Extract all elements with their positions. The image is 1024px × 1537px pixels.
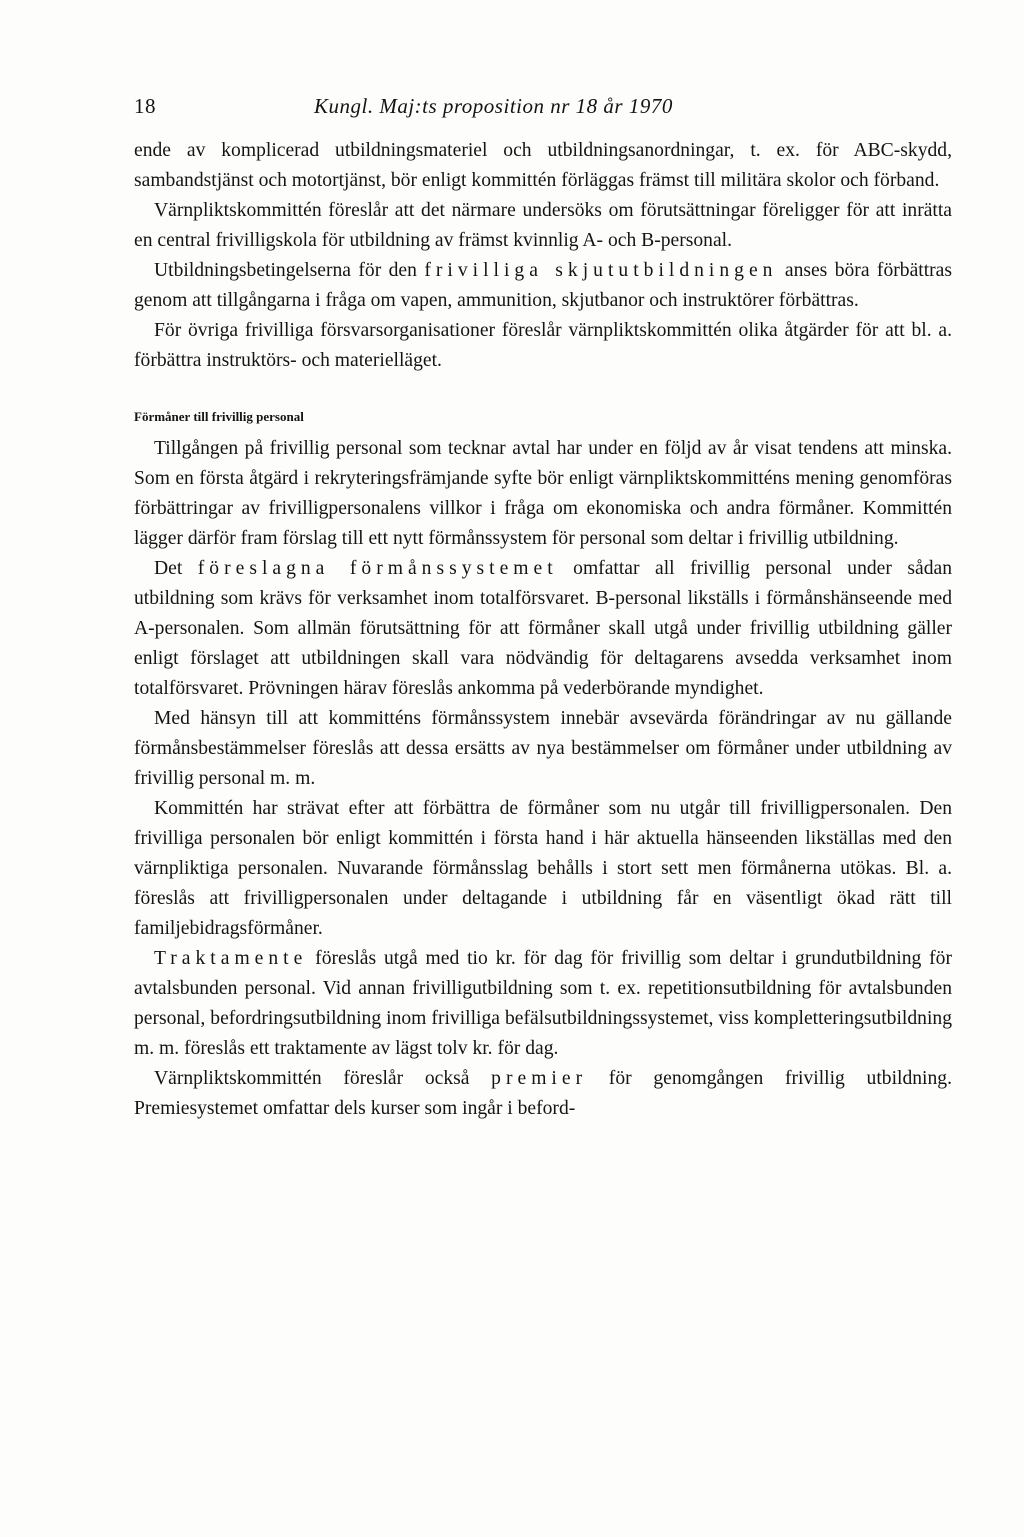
paragraph-10-rest: för genomgången frivillig utbildning. Premiesystemet omfattar dels kurser som ingår i beford- [134,1068,952,1119]
paragraph-9-rest: föreslås utgå med tio kr. för dag för frivillig som deltar i grundutbildning för avtalsbunden personal. Vid annan frivilligutbildning som t. ex. repetitionsutbildning för avtalsbunden personal, befordringsutbildning inom frivilliga befälsutbildningssystemet, viss kompletteringsutbildning m. m. föreslås ett traktamente av lägst tolv kr. för dag. [134,948,952,1059]
paragraph-9 [134,944,952,1064]
paragraph-4: För övriga frivilliga försvarsorganisationer föreslår värnpliktskommittén olika åtgärder för att bl. a. förbättra instruktörs- och materielläget. [134,320,952,371]
paragraph-10-lead: Värnpliktskommittén föreslår också [154,1068,492,1089]
paragraph-2: Värnpliktskommittén föreslår att det närmare undersöks om förutsättningar föreligger för att inrätta en central frivilligskola för utbildning av främst kvinnlig A- och B-personal. [134,200,952,251]
paragraph-5: Tillgången på frivillig personal som tecknar avtal har under en följd av år visat tendens att minska. Som en första åtgärd i rekryteringsfrämjande syfte bör enligt värnpliktskommitténs mening genomföras förbättringar av frivilligpersonalens villkor i fråga om ekonomiska och andra förmåner. Kommittén lägger därför fram förslag till ett nytt förmånssystem för personal som deltar i frivillig utbildning. [134,438,952,549]
paragraph-1: ende av komplicerad utbildningsmateriel och utbildningsanordningar, t. ex. för ABC-skydd, sambandstjänst och motortjänst, bör enligt kommittén förläggas främst till militära skolor och förband. [134,140,952,191]
paragraph-9-emphasis: Traktamente [154,948,308,969]
paragraph-6 [134,554,952,704]
paragraph-3 [134,256,952,316]
paragraph-8: Kommittén har strävat efter att förbättra de förmåner som nu utgår till frivilligpersonalen. Den frivilliga personalen bör enligt kommittén i första hand i här aktuella hänseenden likställas med den värnpliktiga personalen. Nuvarande förmånsslag behålls i stort sett men förmånerna utökas. Bl. a. föreslås att frivilligpersonalen under deltagande i utbildning får en väsentligt ökad rätt till familjebidragsförmåner. [134,798,952,939]
paragraph-10 [134,1064,952,1124]
paragraph-6-lead: Det [154,558,198,579]
paragraph-6-emphasis: föreslagna förmånssystemet [197,558,558,579]
paragraph-3-rest: anses böra förbättras genom att tillgångarna i fråga om vapen, ammunition, skjutbanor och instruktörer förbättras. [134,260,953,311]
paragraph-6-rest: omfattar all frivillig personal under sådan utbildning som krävs för verksamhet inom totalförsvaret. B-personal likställs i förmånshänseende med A-personalen. Som allmän förutsättning för att förmåner skall utgå under frivillig utbildning gäller enligt förslaget att utbildningen skall vara nödvändig för deltagarens avsedda verksamhet inom totalförsvaret. Prövningen härav föreslås ankomma på vederbörande myndighet. [134,558,952,699]
page-number: 18 [134,94,156,118]
section-heading: Förmåner till frivillig personal [134,409,304,424]
paragraph-10-emphasis: premier [491,1068,588,1089]
body-text [134,136,952,1124]
paragraph-7: Med hänsyn till att kommitténs förmånssystem innebär avsevärda förändringar av nu gällande förmånsbestämmelser föreslås att dessa ersätts av nya bestämmelser om förmåner under utbildning av frivillig personal m. m. [134,708,952,789]
paragraph-3-lead: Utbildningsbetingelserna för den [154,260,425,281]
paragraph-3-emphasis: frivilliga skjututbildningen [424,260,778,281]
running-title: Kungl. Maj:ts proposition nr 18 år 1970 [314,94,673,118]
